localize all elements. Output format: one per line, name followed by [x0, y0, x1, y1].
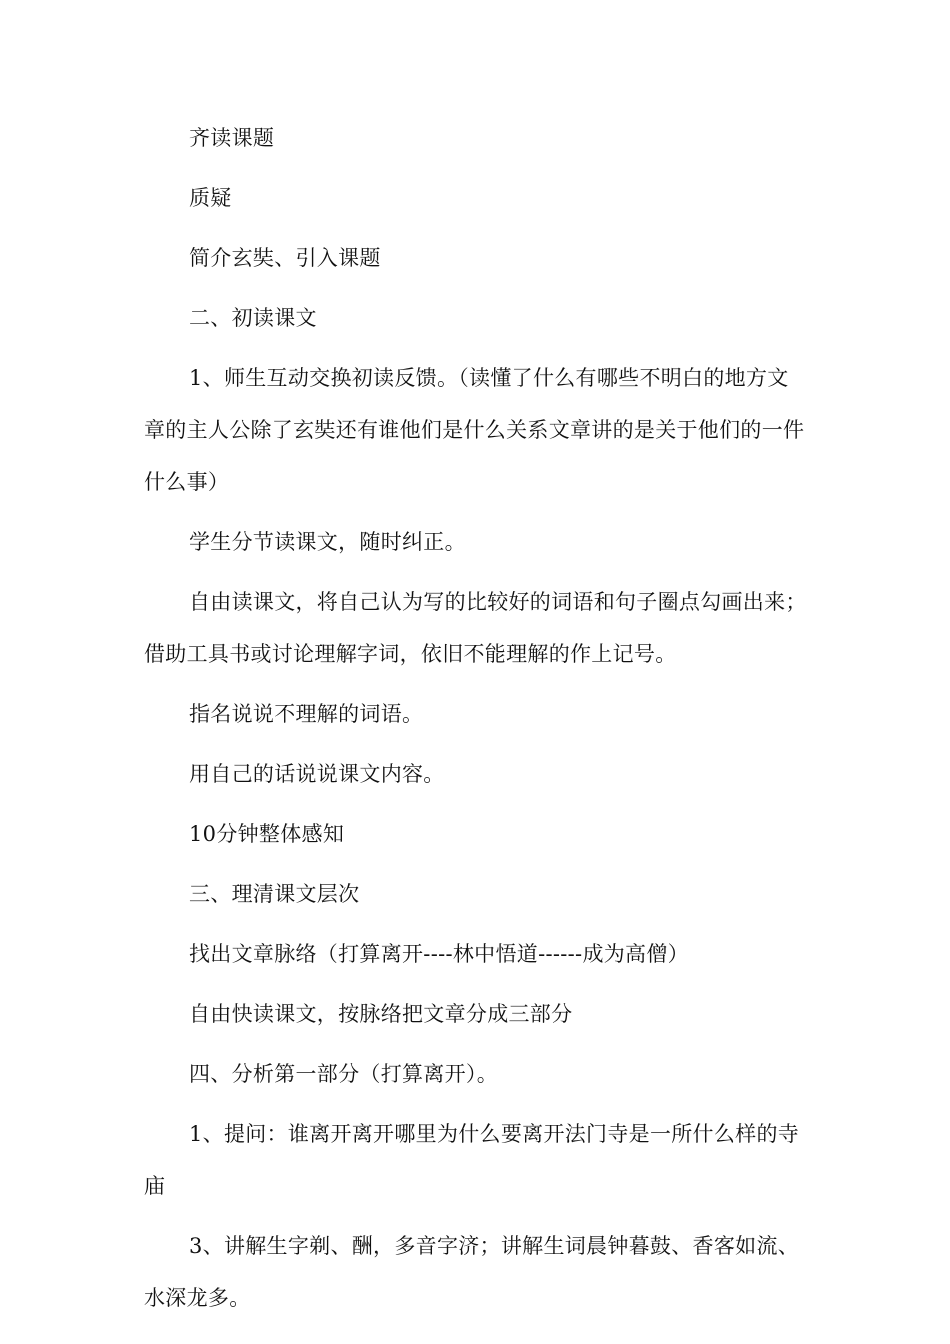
paragraph-section-reading: 学生分节读课文，随时纠正。 [189, 530, 466, 554]
document-body [144, 112, 808, 1332]
paragraph-divide-parts: 自由快读课文，按脉络把文章分成三部分 [189, 1002, 573, 1026]
paragraph-question: 质疑 [189, 186, 232, 210]
paragraph-vocabulary: 3、讲解生字剃、酬，多音字济；讲解生词晨钟暮鼓、香客如流、水深龙多。 [144, 1234, 800, 1310]
section-heading-structure: 三、理清课文层次 [189, 882, 360, 906]
paragraph-read-title: 齐读课题 [189, 126, 275, 150]
paragraph-questions: 1、提问：谁离开离开哪里为什么要离开法门寺是一所什么样的寺庙 [144, 1122, 800, 1198]
paragraph-intro-xuanzang: 简介玄奘、引入课题 [189, 246, 381, 270]
paragraph-feedback: 1、师生互动交换初读反馈。（读懂了什么有哪些不明白的地方文章的主人公除了玄奘还有谁他们是什么关系文章讲的是关于他们的一件什么事） [144, 366, 805, 494]
paragraph-retell: 用自己的话说说课文内容。 [189, 762, 445, 786]
paragraph-time-note: 10分钟整体感知 [189, 822, 345, 846]
paragraph-difficult-words: 指名说说不理解的词语。 [189, 702, 424, 726]
section-heading-first-reading: 二、初读课文 [189, 306, 317, 330]
paragraph-outline: 找出文章脉络（打算离开----林中悟道------成为高僧） [189, 942, 689, 966]
section-heading-part-one: 四、分析第一部分（打算离开）。 [189, 1062, 498, 1086]
paragraph-free-reading: 自由读课文，将自己认为写的比较好的词语和句子圈点勾画出来；借助工具书或讨论理解字词，依旧不能理解的作上记号。 [144, 590, 807, 666]
